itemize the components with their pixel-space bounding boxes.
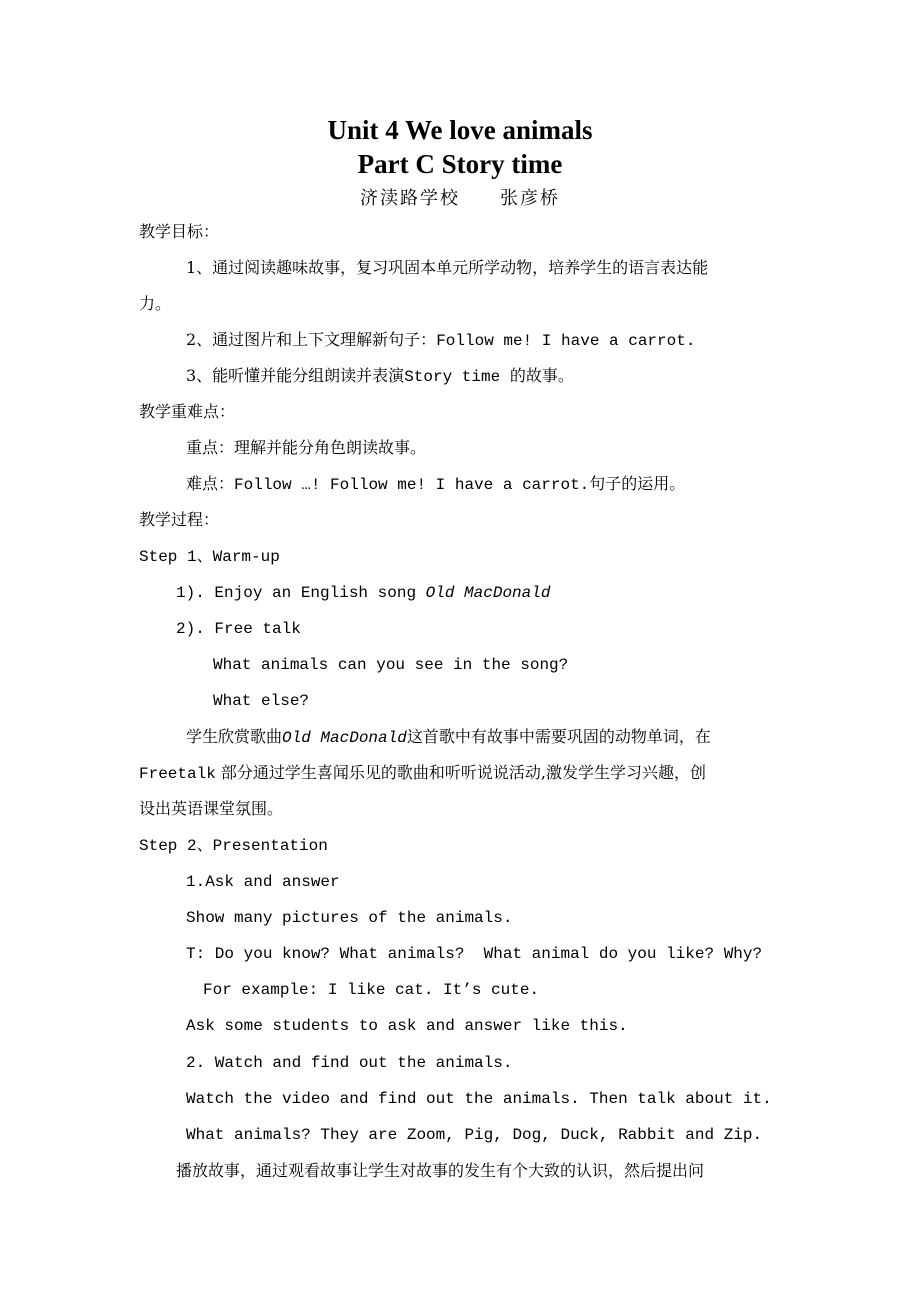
- key-points-heading: 教学重难点：: [139, 402, 236, 421]
- goal-2-english: Follow me! I have a carrot.: [436, 332, 696, 350]
- difficult-point-prefix: 难点：: [186, 474, 235, 493]
- author-line: 济渎路学校 张彦桥: [360, 188, 560, 209]
- key-point: 重点：理解并能分角色朗读故事。: [186, 438, 427, 457]
- step-1-paragraph-line-c: 设出英语课堂氛围。: [139, 799, 284, 818]
- goal-3-prefix: 3、能听懂并能分组朗读并表演: [186, 366, 405, 385]
- step-1-item-1-prefix: 1). Enjoy an English song: [176, 584, 426, 602]
- free-talk-question-2: What else?: [213, 692, 310, 710]
- step-1-paragraph-freetalk: Freetalk: [139, 765, 216, 783]
- step-1-heading: Step 1、Warm-up: [139, 548, 280, 566]
- goal-1-line-b: 力。: [139, 294, 172, 313]
- step-2-item-2: 2. Watch and find out the animals.: [186, 1054, 513, 1072]
- step-2-watch-video: Watch the video and find out the animals. Then talk about it.: [186, 1090, 772, 1108]
- goal-3: [186, 364, 574, 389]
- step-2-example: For example: I like cat. It’s cute.: [203, 981, 540, 999]
- step-2-paragraph: 播放故事，通过观看故事让学生对故事的发生有个大致的认识，然后提出问: [176, 1161, 705, 1180]
- step-1-paragraph-suffix: 这首歌中有故事中需要巩固的动物单词，在: [406, 727, 711, 746]
- step-1-paragraph-song: Old MacDonald: [282, 729, 407, 747]
- step-1-paragraph-line-b-text: 部分通过学生喜闻乐见的歌曲和听听说说活动,激发学生学习兴趣，创: [215, 763, 706, 782]
- difficult-point-english: Follow …! Follow me! I have a carrot.: [234, 476, 590, 494]
- goal-2-prefix: 2、通过图片和上下文理解新句子：: [186, 330, 437, 349]
- step-2-what-animals: What animals? They are Zoom, Pig, Dog, Duck, Rabbit and Zip.: [186, 1126, 763, 1144]
- step-1-item-2: 2). Free talk: [176, 620, 301, 638]
- step-2-teacher-line: T: Do you know? What animals? What animal do you like? Why?: [186, 945, 763, 963]
- difficult-point: [186, 472, 685, 497]
- goals-heading: 教学目标：: [139, 222, 220, 241]
- step-2-ask-students: Ask some students to ask and answer like this.: [186, 1017, 628, 1035]
- step-1-paragraph-line-a: [186, 725, 711, 750]
- document-title-line-2: Part C Story time: [357, 149, 563, 179]
- goal-3-english: Story time: [404, 368, 510, 386]
- document-title-line-1: Unit 4 We love animals: [327, 115, 593, 145]
- process-heading: 教学过程：: [139, 510, 220, 529]
- difficult-point-suffix: 句子的运用。: [589, 474, 686, 493]
- step-1-paragraph-prefix: 学生欣赏歌曲: [186, 727, 283, 746]
- step-1-item-1: [176, 581, 550, 605]
- step-2-item-1: 1.Ask and answer: [186, 873, 340, 891]
- goal-3-suffix: 的故事。: [509, 366, 574, 385]
- goal-2: [186, 328, 695, 353]
- goal-1-line-a: 1、通过阅读趣味故事，复习巩固本单元所学动物，培养学生的语言表达能: [186, 258, 709, 277]
- step-2-heading: Step 2、Presentation: [139, 837, 328, 855]
- step-1-paragraph-line-b: [139, 761, 706, 786]
- step-2-show-pictures: Show many pictures of the animals.: [186, 909, 513, 927]
- song-title: Old MacDonald: [425, 584, 551, 602]
- free-talk-question-1: What animals can you see in the song?: [213, 656, 569, 674]
